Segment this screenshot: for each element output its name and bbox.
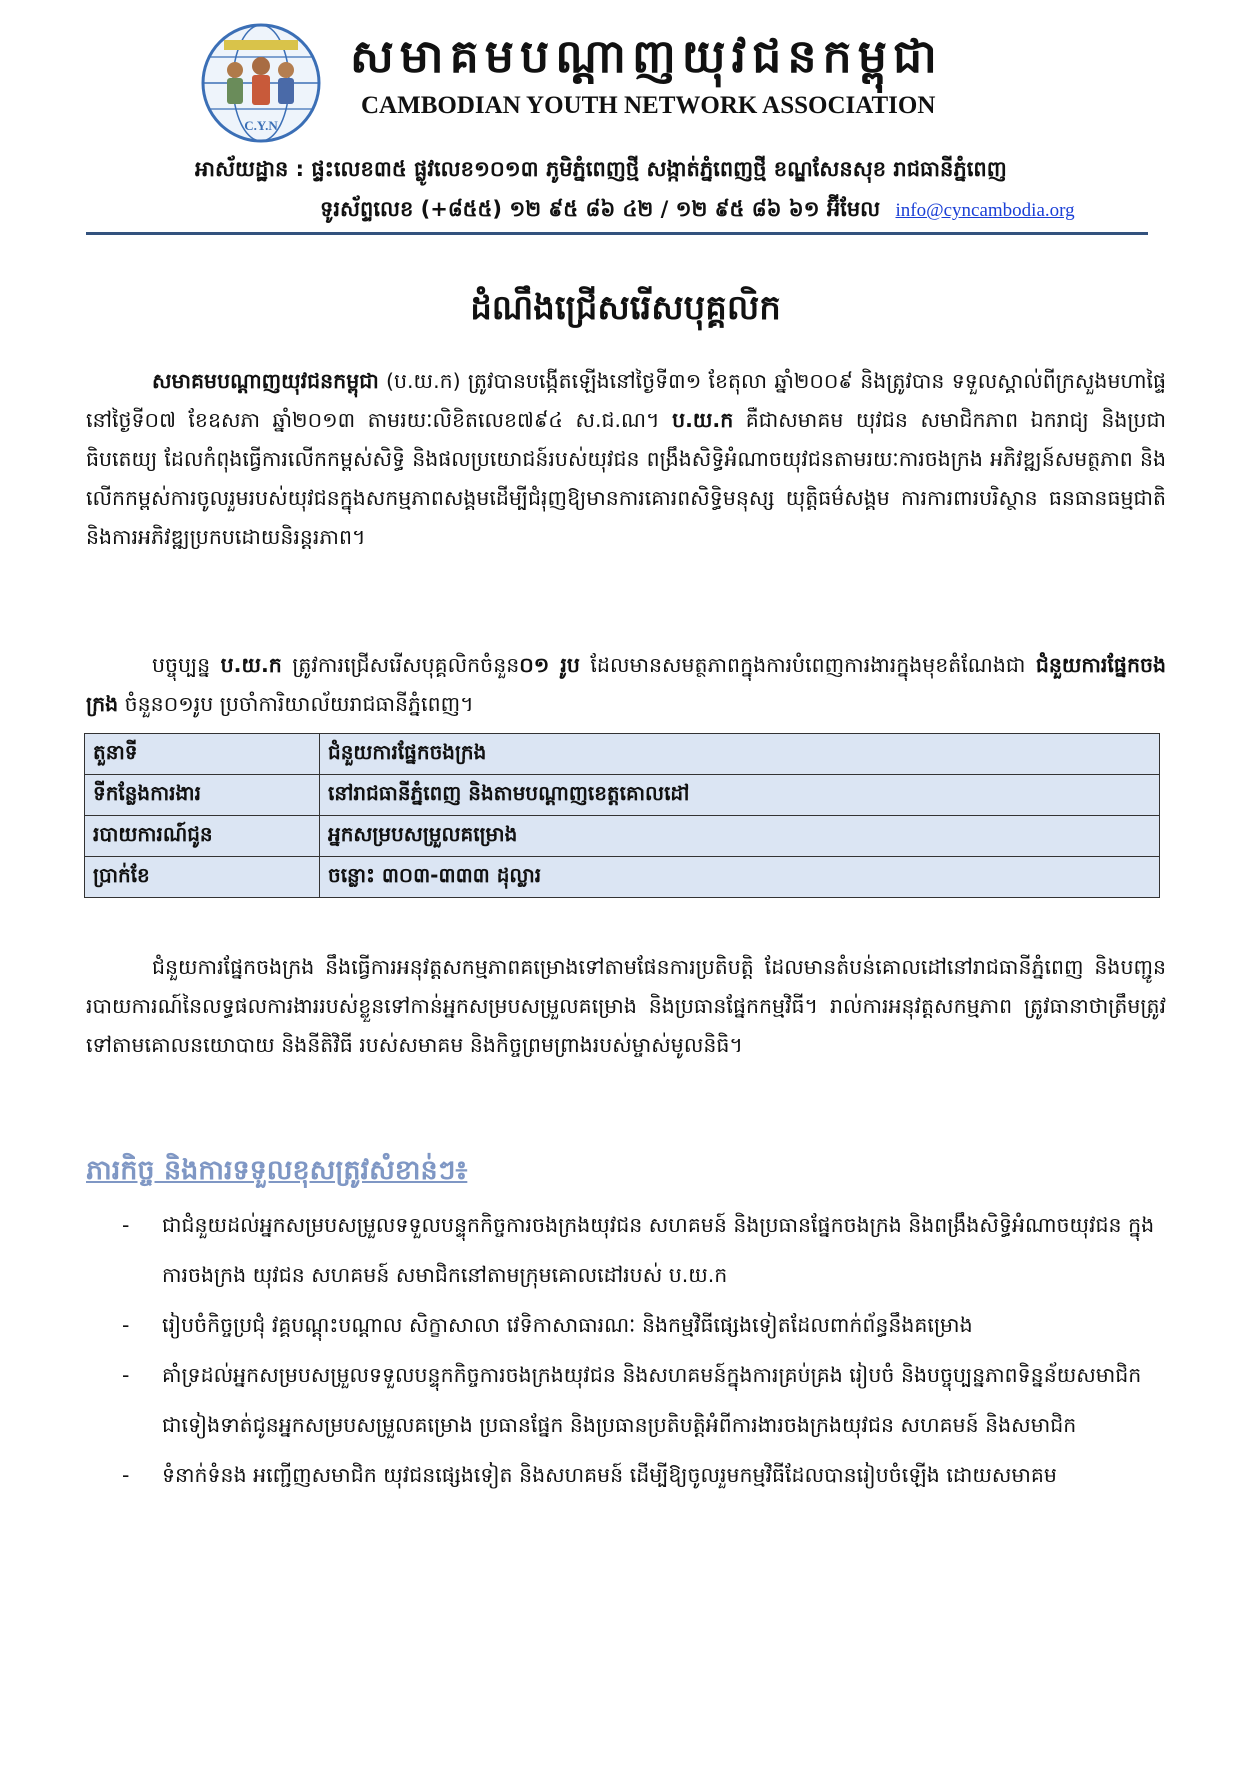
table-row bbox=[85, 734, 1160, 775]
table-label: របាយការណ៍ជូន bbox=[85, 816, 320, 857]
intro-paragraph: សមាគមបណ្តាញយុវជនកម្ពុជា (ប.យ.ក) ត្រូវបានបង្កើតឡើងនៅថ្ងៃទី៣១ ខែតុលា ឆ្នាំ២០០៩ និងត្រូវបាន ទទួលស្គាល់ពីក្រសួងមហាផ្ទៃ នៅថ្ងៃទី០៧ ខែឧសភា ឆ្នាំ២០១៣ តាមរយៈលិខិតលេខ៧៩៤ ស.ជ.ណ។ ប.យ.ក គឺជាសមាគម យុវជន សមាជិកភាព ឯករាជ្យ និងប្រជាធិបតេយ្យ ដែលកំពុងធ្វើការលើកកម្ពស់សិទ្ធិ និងផលប្រយោជន៍របស់យុវជន ពង្រឹងសិទ្ធិអំណាចយុវជនតាមរយៈការចងក្រង អភិវឌ្ឍន៍សមត្ថភាព និងលើកកម្ពស់ការចូលរួមរបស់យុវជនក្នុងសកម្មភាពសង្គមដើម្បីជំរុញឱ្យមានការគោរពសិទ្ធិមនុស្ស យុត្តិធម៌សង្គម ការការពារបរិស្ថាន ធនធានធម្មជាតិ និងការអភិវឌ្ឍប្រកបដោយនិរន្តរភាព។ bbox=[86, 369, 1166, 549]
list-item: - គាំទ្រដល់អ្នកសម្របសម្រួលទទួលបន្ទុកកិច្ចការចងក្រងយុវជន និងសហគមន៍ក្នុងការគ្រប់គ្រង រៀបចំ និងបច្ចុប្បន្នភាពទិន្នន័យសមាជិកជាទៀងទាត់ជូនអ្នកសម្របសម្រួលគម្រោង ប្រធានផ្នែក និងប្រធានប្រតិបត្តិអំពីការងារចងក្រងយុវជន សហគមន៍ និងសមាជិក bbox=[122, 1363, 1142, 1437]
recruit-paragraph: បច្ចុប្បន្ន ប.យ.ក ត្រូវការជ្រើសរើសបុគ្គលិកចំនួន០១ រូប ដែលមានសមត្ថភាពក្នុងការបំពេញការងារក្នុងមុខតំណែងជា ជំនួយការផ្នែកចងក្រង ចំនួន០១រូប ប្រចាំការិយាល័យរាជធានីភ្នំពេញ។ bbox=[86, 653, 1166, 716]
table-label: ប្រាក់ខែ bbox=[85, 857, 320, 898]
list-item: - រៀបចំកិច្ចប្រជុំ វគ្គបណ្តុះបណ្តាល សិក្ខាសាលា វេទិកាសាធារណៈ និងកម្មវិធីផ្សេងទៀតដែលពាក់ព័ន្ធនឹងគម្រោង bbox=[122, 1313, 973, 1337]
abbr-bold: ប.យ.ក bbox=[672, 408, 734, 432]
address-line: អាស័យដ្ឋាន : ផ្ទះលេខ៣៥ ផ្លូវលេខ១០១៣ ភូមិភ្នំពេញថ្មី សង្កាត់ភ្នំពេញថ្មី ខណ្ឌសែនសុខ រាជធានីភ្នំពេញ bbox=[195, 157, 1007, 181]
list-item: - ជាជំនួយដល់អ្នកសម្របសម្រួលទទួលបន្ទុកកិច្ចការចងក្រងយុវជន សហគមន៍ និងប្រធានផ្នែកចងក្រង និងពង្រឹងសិទ្ធិអំណាចយុវជន ក្នុងការចងក្រង យុវជន សហគមន៍ សមាជិកនៅតាមក្រុមគោលដៅរបស់ ប.យ.ក bbox=[122, 1213, 1155, 1287]
table-value: អ្នកសម្របសម្រួលគម្រោង bbox=[320, 816, 1160, 857]
table-value: ជំនួយការផ្នែកចងក្រង bbox=[320, 734, 1160, 775]
header-divider bbox=[86, 232, 1148, 235]
email-link[interactable]: info@cyncambodia.org bbox=[895, 200, 1075, 221]
table-row bbox=[85, 775, 1160, 816]
description-paragraph: ជំនួយការផ្នែកចងក្រង នឹងធ្វើការអនុវត្តសកម្មភាពគម្រោងទៅតាមផែនការប្រតិបត្តិ ដែលមានតំបន់គោលដៅនៅរាជធានីភ្នំពេញ និងបញ្ជូនរបាយការណ៍នៃលទ្ធផលការងាររបស់ខ្លួនទៅកាន់អ្នកសម្របសម្រួលគម្រោង និងប្រធានផ្នែកកម្មវិធី។ រាល់ការអនុវត្តសកម្មភាព ត្រូវធានាថាត្រឹមត្រូវទៅតាមគោលនយោបាយ និងនីតិវិធី របស់សមាគម និងកិច្ចព្រមព្រាងរបស់ម្ចាស់មូលនិធិ។ bbox=[86, 955, 1166, 1057]
cyn-logo bbox=[200, 22, 322, 144]
org-name-english: CAMBODIAN YOUTH NETWORK ASSOCIATION bbox=[361, 92, 936, 119]
table-label: ទីកន្លែងការងារ bbox=[85, 775, 320, 816]
duties-list bbox=[86, 1200, 1166, 1500]
duties-heading: ភារកិច្ច និងការទទួលខុសត្រូវសំខាន់ៗ៖ bbox=[86, 1155, 468, 1186]
logo-text: C.Y.N bbox=[244, 118, 278, 133]
table-row bbox=[85, 816, 1160, 857]
job-info-table bbox=[84, 733, 1160, 898]
org-name-bold: សមាគមបណ្តាញយុវជនកម្ពុជា bbox=[152, 369, 379, 393]
org-name-khmer: សមាគមបណ្តាញយុវជនកម្ពុជា bbox=[350, 29, 943, 83]
contact-line bbox=[320, 196, 1075, 227]
table-value: នៅរាជធានីភ្នំពេញ និងតាមបណ្តាញខេត្តគោលដៅ bbox=[320, 775, 1160, 816]
position-bold: ជំនួយការផ្នែកចងក្រង bbox=[86, 653, 1166, 716]
table-value: ចន្លោះ ៣០៣-៣៣៣ ដុល្លារ bbox=[320, 857, 1160, 898]
page-title: ដំណឹងជ្រើសរើសបុគ្គលិក bbox=[470, 288, 781, 328]
table-row bbox=[85, 857, 1160, 898]
phone-line: ទូរស័ព្ទលេខ (+៨៥៥) ១២ ៩៥ ៨៦ ៤២ / ១២ ៩៥ ៨៦ ៦១ អ៊ីមែល bbox=[320, 197, 881, 221]
list-item: - ទំនាក់ទំនង អញ្ជើញសមាជិក យុវជនផ្សេងទៀត និងសហគមន៍ ដើម្បីឱ្យចូលរួមកម្មវិធីដែលបានរៀបចំឡើង ដោយសមាគម bbox=[122, 1463, 1057, 1487]
table-label: តួនាទី bbox=[85, 734, 320, 775]
